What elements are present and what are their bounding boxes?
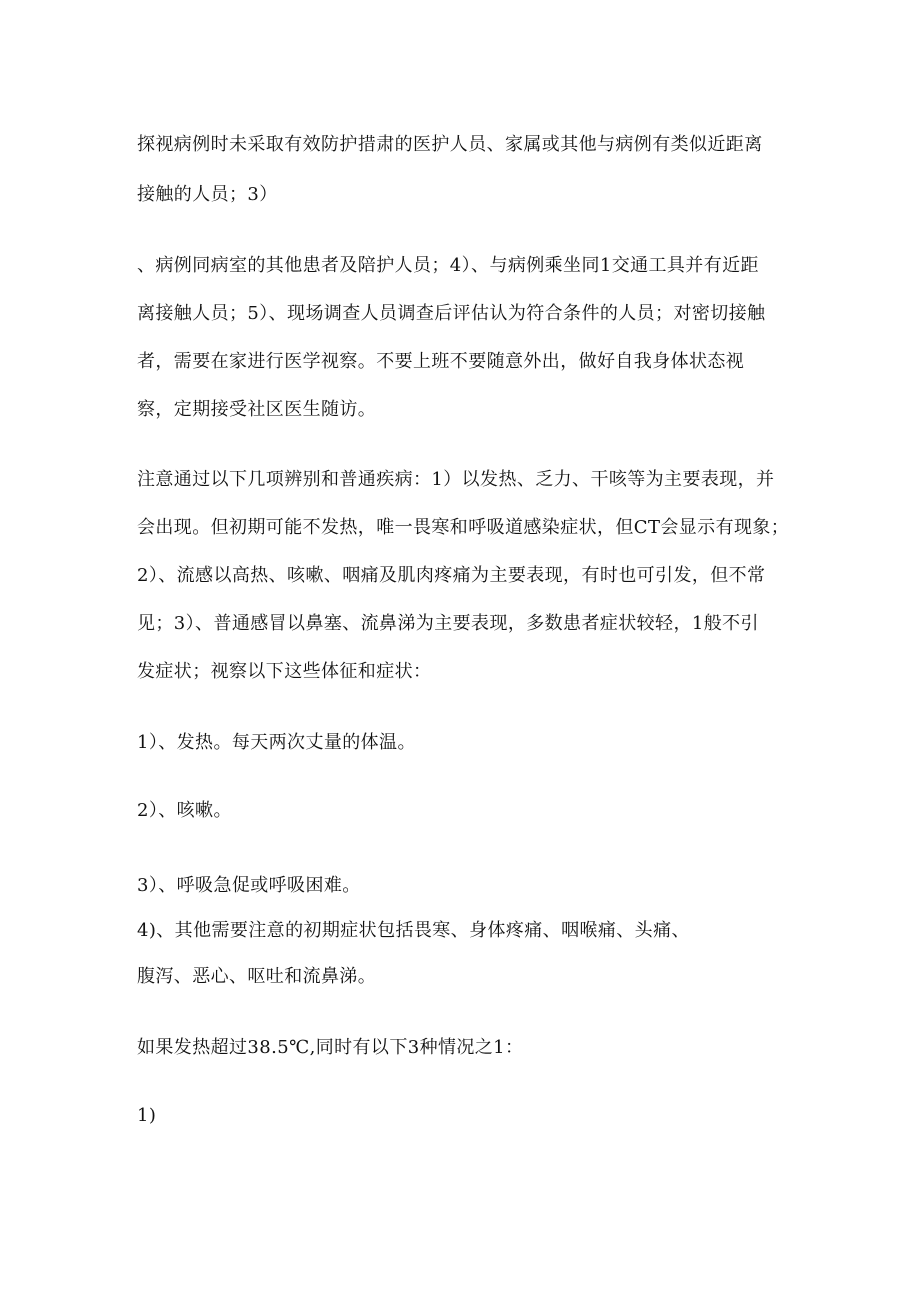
list-item-4-continuation: 腹泻、恶心、呕吐和流鼻涕。 (137, 966, 377, 987)
paragraph-line-11: 发症状；视察以下这些体征和症状： (137, 661, 432, 682)
paragraph-line-8: 会出现。但初期可能不发热，唯一畏寒和呼吸道感染症状，但CT会显示有现象； (137, 517, 790, 538)
paragraph-line-9: 2）、流感以高热、咳嗽、咽痛及肌肉疼痛为主要表现，有时也可引发，但不常 (137, 565, 766, 586)
paragraph-line-2: 接触的人员；3） (137, 184, 278, 205)
paragraph-line-3: 、病例同病室的其他患者及陪护人员；4）、与病例乘坐同1交通工具并有近距 (137, 255, 759, 276)
list-item-4: 4)、其他需要注意的初期症状包括畏寒、身体疼痛、咽喉痛、头痛、 (137, 920, 690, 941)
paragraph-line-7: 注意通过以下几项辨别和普通疾病：1）以发热、乏力、干咳等为主要表现，并 (137, 469, 775, 490)
paragraph-line-6: 察，定期接受社区医生随访。 (137, 399, 377, 420)
list-item-2: 2）、咳嗽。 (137, 800, 232, 821)
paragraph-line-10: 见；3）、普通感冒以鼻塞、流鼻涕为主要表现，多数患者症状较轻，1般不引 (137, 613, 759, 634)
paragraph-line-1: 探视病例时未采取有效防护措肃的医护人员、家属或其他与病例有类似近距离 (137, 134, 763, 155)
paragraph-line-4: 离接触人员；5）、现场调查人员调查后评估认为符合条件的人员；对密切接触 (137, 303, 766, 324)
paragraph-line-5: 者，需要在家进行医学视察。不要上班不要随意外出，做好自我身体状态视 (137, 351, 745, 372)
list-item-1: 1）、发热。每天两次丈量的体温。 (137, 732, 416, 753)
condition-item-1: 1) (137, 1105, 157, 1126)
fever-condition-line: 如果发热超过38.5℃,同时有以下3种情况之1： (137, 1037, 524, 1058)
list-item-3: 3）、呼吸急促或呼吸困难。 (137, 875, 361, 896)
